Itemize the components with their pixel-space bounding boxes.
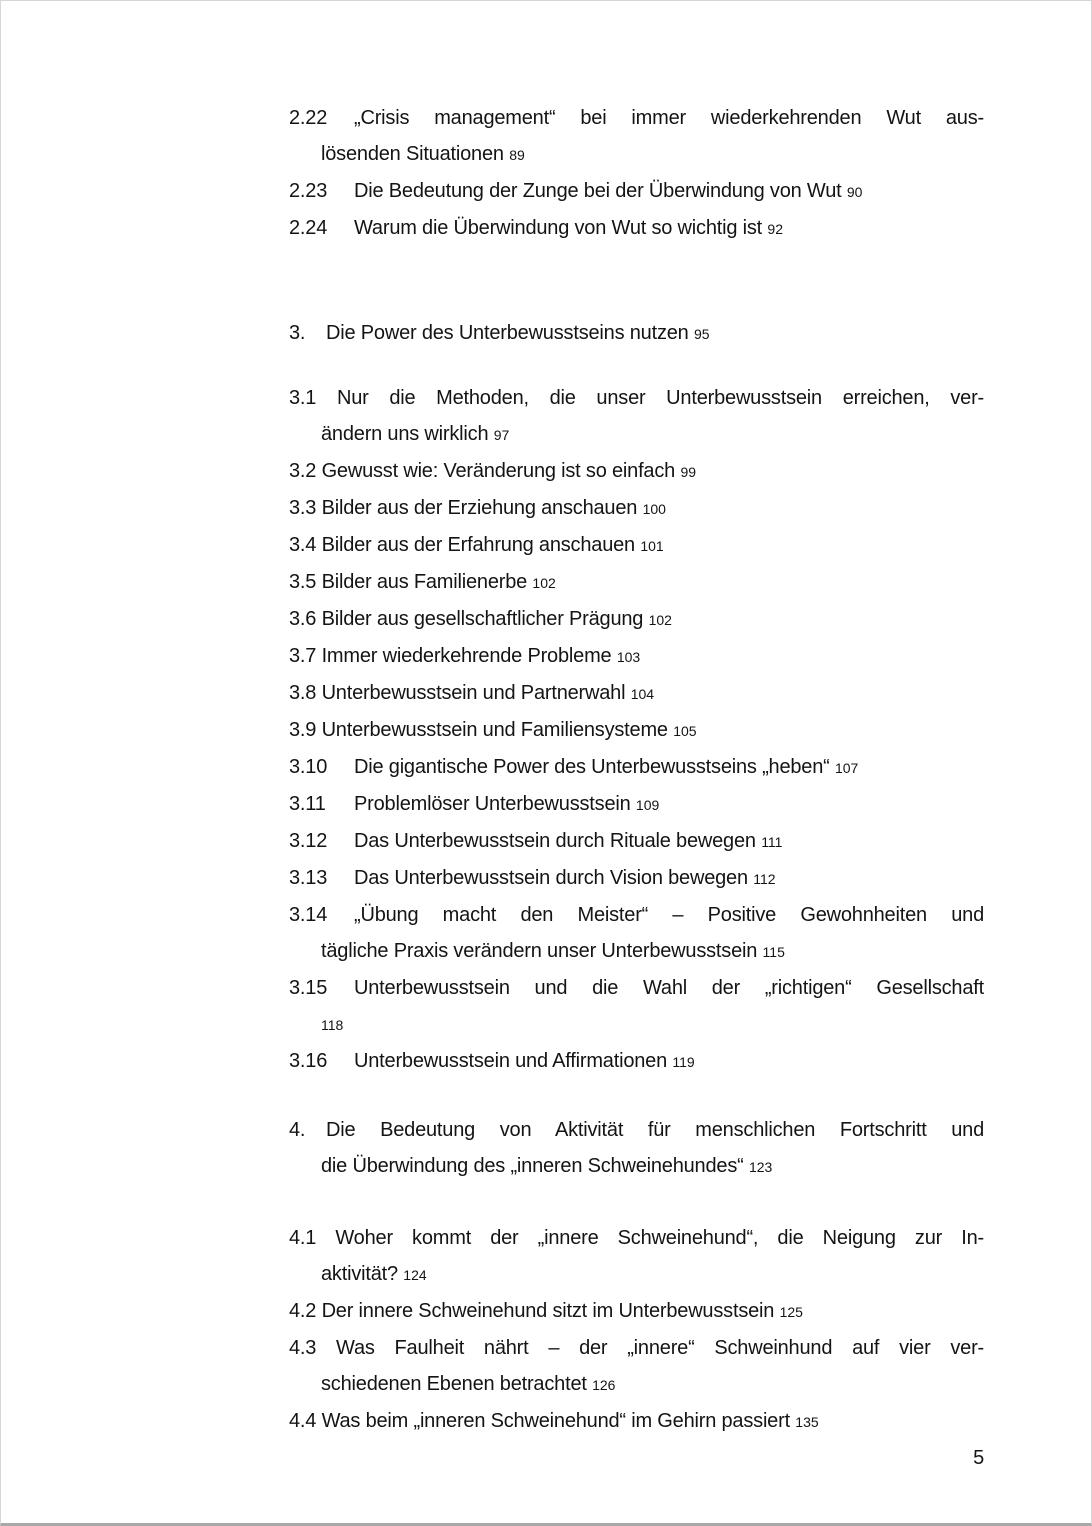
toc-line (321, 1256, 984, 1293)
toc-line (354, 897, 984, 933)
toc-line (289, 1220, 984, 1256)
toc-line (289, 453, 984, 490)
toc-line (321, 1148, 984, 1185)
toc-entry-number: 3.6 (289, 608, 317, 630)
toc-line (321, 1366, 984, 1403)
toc-entry-number: 3.14 (289, 904, 328, 926)
toc-line-text: „Übung macht den Meister“ – Positive Gewohnheiten und (354, 904, 984, 926)
toc-entry (289, 1403, 984, 1440)
toc-entry (289, 897, 984, 970)
toc-entry-number: 3.15 (289, 977, 328, 999)
toc-line (354, 823, 984, 860)
toc-entry-number: 3.16 (289, 1050, 328, 1072)
toc-entry (289, 210, 984, 247)
toc-entry-number: 3.4 (289, 534, 317, 556)
toc-line-text: Unterbewusstsein und die Wahl der „richtigen“ Gesellschaft (354, 977, 984, 999)
toc-line-text: Bilder aus der Erfahrung anschauen (321, 534, 635, 556)
toc-line-text: Warum die Überwindung von Wut so wichtig ist (354, 217, 763, 239)
toc-entry (289, 970, 984, 1043)
toc-line (321, 933, 984, 970)
toc-entry-number: 2.22 (289, 107, 328, 129)
toc-line (354, 786, 984, 823)
toc-line-text: Bilder aus gesellschaftlicher Prägung (321, 608, 644, 630)
toc-page-number: 107 (834, 760, 859, 776)
toc-entry (289, 860, 984, 897)
toc-page-number: 97 (493, 427, 510, 443)
toc-page-number: 124 (403, 1267, 427, 1283)
toc-entry-number: 3.3 (289, 497, 317, 519)
toc-entry-number: 2.24 (289, 217, 328, 239)
toc-line-text: Nur die Methoden, die unser Unterbewusstsein erreichen, ver- (336, 387, 985, 409)
toc-page-number: 123 (748, 1159, 773, 1175)
toc-line-text: Immer wiederkehrende Probleme (321, 645, 612, 667)
toc-line (289, 675, 984, 712)
toc-line (289, 490, 984, 527)
toc-line-text: Die Power des Unterbewusstseins nutzen (326, 322, 689, 344)
toc-line (289, 380, 984, 416)
toc-page-number: 119 (672, 1054, 695, 1070)
spacer (289, 247, 984, 315)
toc-page-number: 103 (616, 649, 641, 665)
toc-entry (289, 380, 984, 453)
toc-page-number: 111 (761, 834, 783, 850)
toc-entry-number: 4.1 (289, 1227, 317, 1249)
toc-entry-number: 3.5 (289, 571, 317, 593)
toc-entry-number: 3.11 (289, 793, 326, 815)
toc-line (289, 1293, 984, 1330)
toc-page-number: 100 (642, 501, 666, 517)
toc-entry (289, 712, 984, 749)
spacer (289, 352, 984, 380)
toc-line-text: die Überwindung des „inneren Schweinehundes“ (321, 1155, 744, 1177)
toc-entry-number: 3.10 (289, 756, 328, 778)
toc-line (289, 1403, 984, 1440)
toc-page-number: 102 (648, 612, 672, 628)
toc-line-text: Unterbewusstsein und Partnerwahl (321, 682, 626, 704)
toc-entry-number: 3.12 (289, 830, 328, 852)
toc-line (289, 1330, 984, 1366)
toc-line (354, 1043, 984, 1080)
toc-entry-number: 3.9 (289, 719, 317, 741)
toc-entry-number: 4. (289, 1119, 306, 1141)
toc-line (321, 1006, 984, 1043)
toc-entry-number: 3. (289, 322, 306, 344)
toc-line (289, 712, 984, 749)
toc-line-text: Das Unterbewusstsein durch Rituale bewegen (354, 830, 756, 852)
toc-line (354, 860, 984, 897)
toc-entry-number: 3.8 (289, 682, 317, 704)
toc-line-text: Das Unterbewusstsein durch Vision bewegen (354, 867, 748, 889)
spacer (289, 1185, 984, 1220)
toc-line-text: Woher kommt der „innere Schweinehund“, die Neigung zur In- (335, 1227, 984, 1249)
toc-page-number: 112 (753, 871, 776, 887)
toc-line (354, 970, 984, 1006)
toc-entry (289, 675, 984, 712)
toc-line-text: Der innere Schweinehund sitzt im Unterbewusstsein (321, 1300, 775, 1322)
toc-line (354, 100, 984, 136)
toc-entry (289, 564, 984, 601)
toc-entry-number: 4.3 (289, 1337, 317, 1359)
toc-entry-number: 3.2 (289, 460, 317, 482)
toc-line (354, 173, 984, 210)
toc-entry (289, 490, 984, 527)
toc-page-number: 126 (592, 1377, 616, 1393)
toc-page-number: 135 (795, 1414, 819, 1430)
toc-page-number: 102 (532, 575, 556, 591)
toc-page-number: 115 (762, 944, 785, 960)
page-number-footer: 5 (973, 1447, 984, 1469)
toc-line (354, 749, 984, 786)
toc-page-number: 101 (640, 538, 664, 554)
toc-line (321, 416, 984, 453)
toc-entry-number: 3.7 (289, 645, 317, 667)
toc-line (289, 601, 984, 638)
toc-page-number: 95 (693, 326, 710, 342)
toc-entry (289, 749, 984, 786)
toc-line-text: Unterbewusstsein und Affirmationen (354, 1050, 668, 1072)
toc-line-text: Bilder aus der Erziehung anschauen (321, 497, 638, 519)
toc-line (326, 315, 984, 352)
toc-entry (289, 638, 984, 675)
toc-entry (289, 1293, 984, 1330)
toc-page-number: 104 (630, 686, 655, 702)
toc-page-number: 99 (680, 464, 697, 480)
toc-line-text: Was Faulheit nährt – der „innere“ Schweinhund auf vier ver- (336, 1337, 985, 1359)
toc-line-text: Die Bedeutung von Aktivität für menschlichen Fortschritt und (326, 1119, 984, 1141)
toc-page-number: 89 (509, 147, 525, 163)
toc-line-text: Unterbewusstsein und Familiensysteme (321, 719, 668, 741)
toc-list (289, 100, 984, 1440)
toc-entry-number: 3.1 (289, 387, 317, 409)
toc-page-number: 125 (779, 1304, 803, 1320)
toc-entry (289, 1330, 984, 1403)
toc-line (354, 210, 984, 247)
toc-line (321, 136, 984, 173)
toc-entry (289, 453, 984, 490)
toc-line-text: schiedenen Ebenen betrachtet (321, 1373, 587, 1395)
toc-entry-number: 4.4 (289, 1410, 317, 1432)
toc-entry (289, 1112, 984, 1185)
toc-page-number: 109 (635, 797, 660, 813)
toc-entry (289, 601, 984, 638)
toc-page-number: 92 (767, 221, 783, 237)
toc-line (289, 564, 984, 601)
toc-entry (289, 315, 984, 352)
toc-line-text: Die Bedeutung der Zunge bei der Überwindung von Wut (354, 180, 842, 202)
toc-page-number: 90 (846, 184, 863, 200)
toc-line-text: Problemlöser Unterbewusstsein (354, 793, 631, 815)
toc-entry (289, 1220, 984, 1293)
toc-entry-number: 4.2 (289, 1300, 317, 1322)
toc-line-text: Was beim „inneren Schweinehund“ im Gehirn passiert (321, 1410, 790, 1432)
toc-entry (289, 527, 984, 564)
toc-page-number: 105 (673, 723, 697, 739)
toc-entry-number: 3.13 (289, 867, 328, 889)
toc-line-text: lösenden Situationen (321, 143, 504, 165)
toc-line (289, 638, 984, 675)
toc-line-text: aktivität? (321, 1263, 398, 1285)
toc-line-text: „Crisis management“ bei immer wiederkehrenden Wut aus- (354, 107, 984, 129)
toc-page-number: 118 (321, 1017, 344, 1033)
toc-line-text: Gewusst wie: Veränderung ist so einfach (321, 460, 676, 482)
toc-entry (289, 1043, 984, 1080)
toc-line (326, 1112, 984, 1148)
toc-entry-number: 2.23 (289, 180, 328, 202)
toc-line-text: Die gigantische Power des Unterbewusstseins „heben“ (354, 756, 830, 778)
toc-entry (289, 100, 984, 173)
toc-entry (289, 823, 984, 860)
toc-entry (289, 786, 984, 823)
toc-line-text: ändern uns wirklich (321, 423, 489, 445)
toc-line-text: Bilder aus Familienerbe (321, 571, 528, 593)
toc-entry (289, 173, 984, 210)
spacer (289, 1080, 984, 1112)
toc-line-text: tägliche Praxis verändern unser Unterbewusstsein (321, 940, 758, 962)
toc-line (289, 527, 984, 564)
